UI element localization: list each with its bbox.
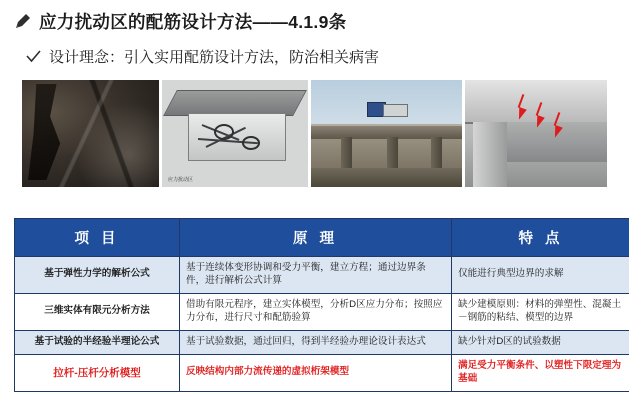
- table-header-row: [15, 219, 629, 257]
- diagram-node: [242, 136, 260, 150]
- methods-comparison-table: [14, 218, 629, 392]
- cell-item: 基于试验的半经验半理论公式: [15, 330, 180, 354]
- diagram-caption: 应力扰动区: [168, 177, 194, 183]
- table-row: [15, 330, 629, 354]
- concrete-crack-photo: [22, 80, 159, 187]
- cell-item: 拉杆-压杆分析模型: [15, 354, 180, 391]
- subtitle-text: 设计理念：引入实用配筋设计方法，防治相关病害: [49, 48, 380, 66]
- strut-and-tie-model-diagram: [162, 80, 308, 187]
- cell-feature: 缺少针对D区的试验数据: [452, 330, 629, 354]
- crack-shape: [28, 84, 74, 180]
- cell-item: 基于弹性力学的解析公式: [15, 257, 180, 294]
- column-header-item: 项 目: [15, 219, 180, 257]
- column: [473, 122, 507, 187]
- column-header-principle: 原 理: [180, 219, 452, 257]
- check-mark-icon: [26, 49, 41, 64]
- truck-bed: [383, 104, 408, 117]
- river: [311, 168, 462, 187]
- table-row: [15, 257, 629, 294]
- cell-feature: 缺少建模原则：材料的弹塑性、混凝土－钢筋的粘结、模型的边界: [452, 293, 629, 330]
- table-row: [15, 293, 629, 330]
- cell-principle: 基于连续体变形协调和受力平衡，建立方程；通过边界条件，进行解析公式计算: [180, 257, 452, 294]
- pen-nib-icon: [14, 13, 31, 30]
- diagram-web: [188, 113, 286, 161]
- cell-item: 三维实体有限元分析方法: [15, 293, 180, 330]
- cell-principle: 反映结构内部力流传递的虚拟桁架模型: [180, 354, 452, 391]
- diagram-node: [214, 124, 234, 140]
- photo-strip: [22, 80, 607, 187]
- cell-principle: 借助有限元程序，建立实体模型，分析D区应力分布；按照应力分布，进行尺寸和配筋验算: [180, 293, 452, 330]
- table-row-highlighted: [15, 354, 629, 391]
- subtitle-row: [0, 36, 629, 70]
- bridge-with-truck-photo: [311, 80, 462, 187]
- cell-feature: 仅能进行典型边界的求解: [452, 257, 629, 294]
- cell-feature: 满足受力平衡条件、以塑性下限定理为基础: [452, 354, 629, 391]
- beam-soffit-damage-photo: [465, 80, 607, 187]
- column-header-feature: 特 点: [452, 219, 629, 257]
- page-title-row: [0, 0, 629, 36]
- cell-principle: 基于试验数据，通过回归，得到半经验办理论设计表达式: [180, 330, 452, 354]
- page-title: 应力扰动区的配筋设计方法——4.1.9条: [39, 11, 347, 32]
